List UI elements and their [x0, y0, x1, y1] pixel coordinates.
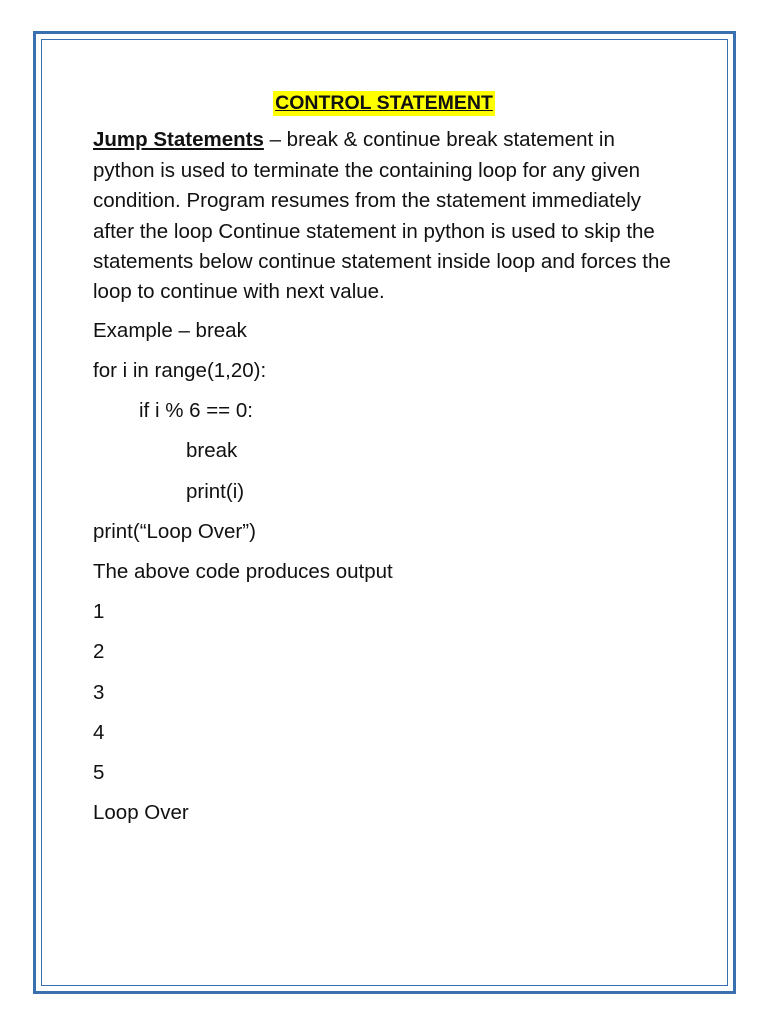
output-line: 4: [93, 720, 105, 744]
title-row: [93, 88, 675, 118]
intro-text: – break & continue break statement in python is used to terminate the containing loop for any given condition. Program resumes from the statement immediately after the loop Continue statement in python is used to skip the statements below continue statement inside loop and forces the loop to continue with next value.: [93, 128, 671, 304]
intro-term: Jump Statements: [93, 128, 264, 152]
output-intro: The above code produces output: [93, 559, 393, 583]
document-body: [93, 88, 673, 838]
code-line-break: break: [186, 439, 238, 463]
example-label: Example – break: [93, 318, 247, 342]
page-title: CONTROL STATEMENT: [275, 92, 493, 114]
output-line: 1: [93, 600, 105, 624]
output-line: Loop Over: [93, 801, 189, 825]
intro-paragraph: [93, 125, 673, 307]
code-line-if: if i % 6 == 0:: [139, 399, 253, 423]
code-line-for: for i in range(1,20):: [93, 359, 267, 383]
output-line: 3: [93, 680, 105, 704]
code-line-print-i: print(i): [186, 479, 245, 503]
output-line: 2: [93, 640, 105, 664]
code-line-print-loop-over: print(“Loop Over”): [93, 519, 256, 543]
output-line: 5: [93, 760, 105, 784]
